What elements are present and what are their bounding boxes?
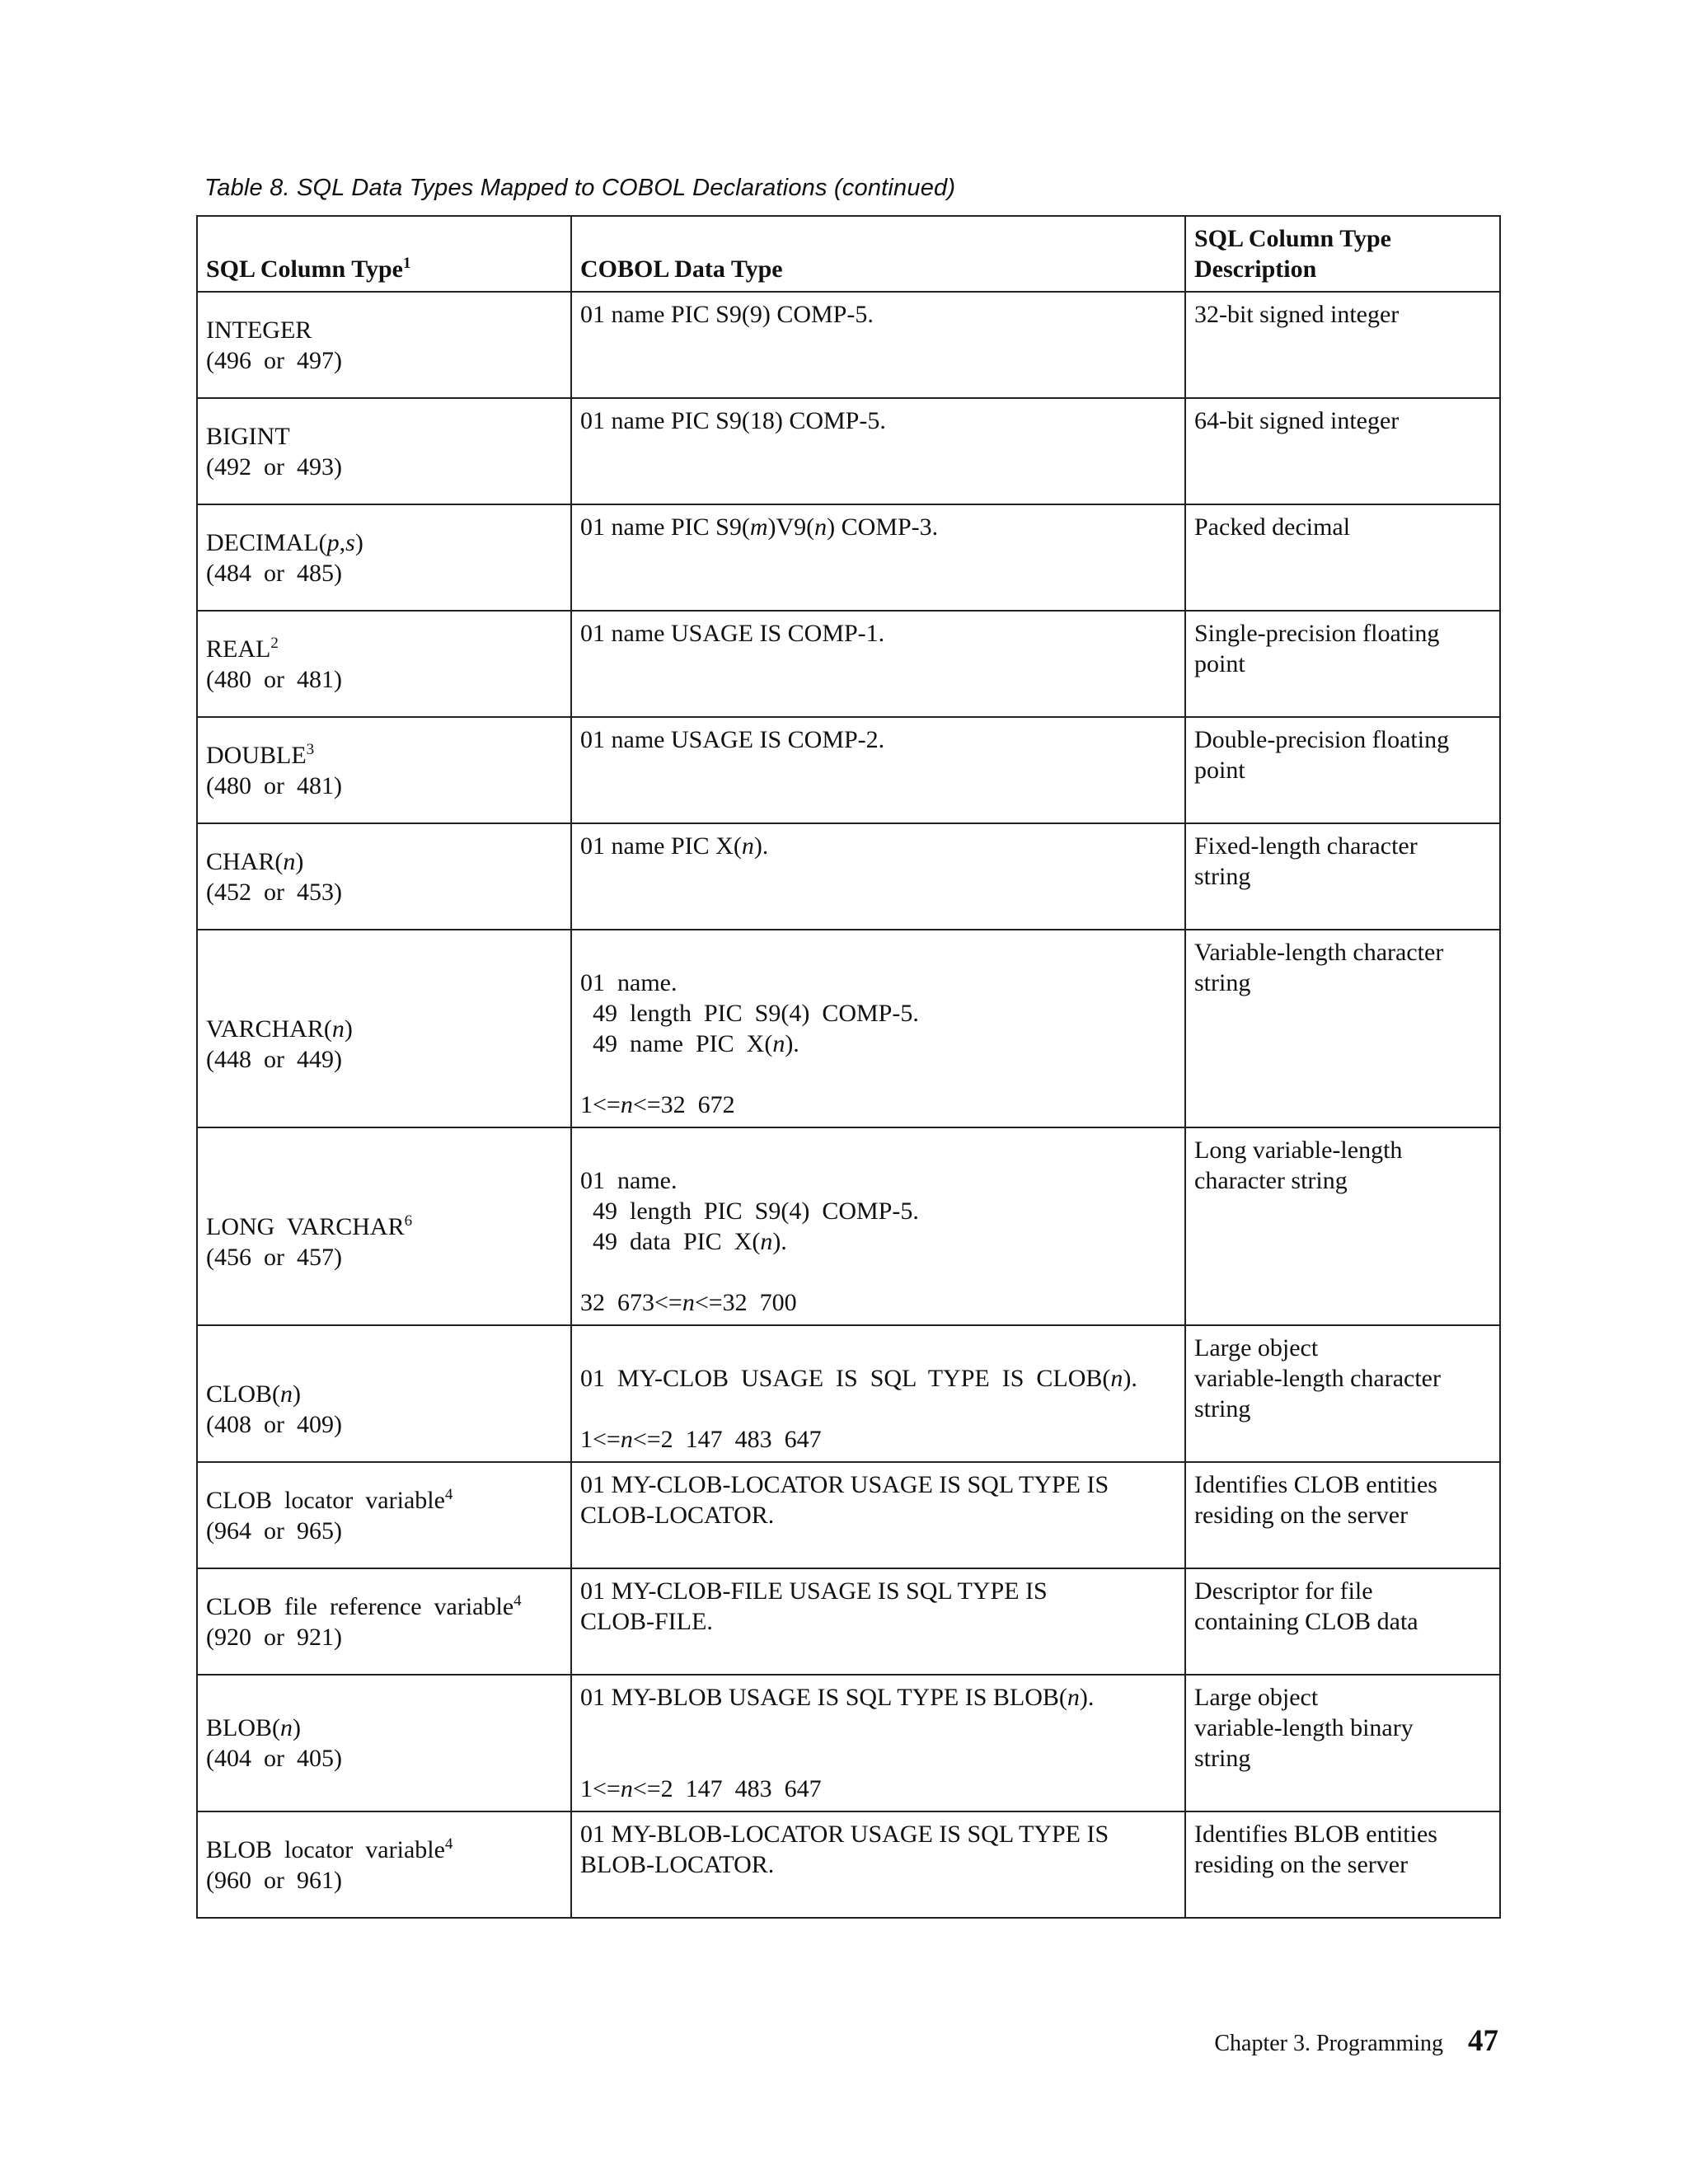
table-row xyxy=(197,717,1500,823)
description-line: variable-length binary xyxy=(1194,1714,1414,1741)
sql-type-cell xyxy=(197,611,571,717)
description-cell xyxy=(1185,1568,1500,1675)
page-number: 47 xyxy=(1468,2024,1498,2058)
cobol-type-cell xyxy=(571,1462,1185,1568)
sql-type-cell xyxy=(197,1127,571,1325)
cobol-line: 1<=n<=2 147 483 647 xyxy=(580,1775,822,1802)
cobol-line: 01 name PIC S9(9) COMP-5. xyxy=(580,301,874,328)
sql-type-name: LONG VARCHAR$^6$ xyxy=(206,1212,413,1240)
cobol-line: 01 name USAGE IS COMP-2. xyxy=(580,726,885,753)
sql-type-codes: (480 or 481) xyxy=(206,665,342,693)
sql-type-codes: (480 or 481) xyxy=(206,771,342,799)
sql-type-name: CHAR(n) xyxy=(206,847,304,875)
cobol-line: 49 length PIC S9(4) COMP-5. xyxy=(580,1000,919,1027)
table-row xyxy=(197,823,1500,930)
sql-type-codes: (484 or 485) xyxy=(206,559,342,587)
header-cobol-data-type: COBOL Data Type xyxy=(571,216,1185,292)
table-row xyxy=(197,1127,1500,1325)
cobol-line: 01 MY-BLOB-LOCATOR USAGE IS SQL TYPE IS xyxy=(580,1821,1109,1848)
description-line: string xyxy=(1194,969,1251,996)
sql-type-cell xyxy=(197,292,571,398)
cobol-line xyxy=(580,1135,1176,1165)
sql-type-name: DOUBLE$^3$ xyxy=(206,740,315,769)
cobol-line: BLOB-LOCATOR. xyxy=(580,1851,775,1878)
cobol-line: 49 name PIC X(n). xyxy=(580,1030,799,1057)
sql-type-codes: (492 or 493) xyxy=(206,452,342,480)
cobol-line: 01 MY-CLOB-FILE USAGE IS SQL TYPE IS xyxy=(580,1577,1048,1605)
cobol-line xyxy=(580,1257,1176,1287)
chapter-label: Chapter 3. Programming xyxy=(1214,2031,1443,2056)
description-line: point xyxy=(1194,757,1245,784)
description-line: character string xyxy=(1194,1167,1348,1194)
sql-type-name: DECIMAL(p,s) xyxy=(206,528,363,556)
sql-type-codes: (404 or 405) xyxy=(206,1745,342,1772)
description-cell xyxy=(1185,717,1500,823)
cobol-line: 01 MY-CLOB USAGE IS SQL TYPE IS CLOB(n). xyxy=(580,1365,1137,1392)
description-line: Fixed-length character xyxy=(1194,832,1418,860)
cobol-line: 01 name. xyxy=(580,969,678,996)
sql-type-codes: (448 or 449) xyxy=(206,1045,342,1073)
description-line: string xyxy=(1194,1395,1251,1422)
cobol-type-cell xyxy=(571,1675,1185,1811)
cobol-line: CLOB-FILE. xyxy=(580,1608,713,1635)
description-cell xyxy=(1185,1325,1500,1462)
cobol-type-cell xyxy=(571,823,1185,930)
cobol-type-cell xyxy=(571,717,1185,823)
table-header-row xyxy=(197,216,1500,292)
table-caption: Table 8. SQL Data Types Mapped to COBOL Declarations (continued) xyxy=(204,175,956,201)
table-row xyxy=(197,504,1500,611)
header-description: SQL Column Type Description xyxy=(1185,216,1500,292)
sql-type-name: CLOB locator variable$^4$ xyxy=(206,1485,453,1514)
sql-type-cell xyxy=(197,823,571,930)
cobol-line: 01 name USAGE IS COMP-1. xyxy=(580,620,885,647)
description-cell xyxy=(1185,611,1500,717)
page-footer xyxy=(1214,2023,1498,2059)
cobol-line: 49 data PIC X(n). xyxy=(580,1228,787,1255)
table-row xyxy=(197,1325,1500,1462)
description-line: Large object xyxy=(1194,1334,1319,1361)
table-row xyxy=(197,398,1500,504)
table-row xyxy=(197,1568,1500,1675)
table-row xyxy=(197,611,1500,717)
table-row xyxy=(197,1811,1500,1918)
cobol-type-cell xyxy=(571,1811,1185,1918)
description-cell xyxy=(1185,1811,1500,1918)
cobol-line xyxy=(580,1743,1176,1774)
description-line: Packed decimal xyxy=(1194,513,1351,541)
cobol-type-cell xyxy=(571,1325,1185,1462)
description-line: 32-bit signed integer xyxy=(1194,301,1400,328)
description-cell xyxy=(1185,398,1500,504)
sql-type-cell xyxy=(197,1568,571,1675)
cobol-line: 01 name. xyxy=(580,1167,678,1194)
data-types-table xyxy=(196,215,1501,1919)
header-sql-column-type: SQL Column Type$^1$ xyxy=(197,216,571,292)
sql-type-cell xyxy=(197,717,571,823)
sql-type-cell xyxy=(197,398,571,504)
cobol-line xyxy=(580,1059,1176,1090)
description-line: Descriptor for file xyxy=(1194,1577,1373,1605)
cobol-line: 01 name PIC X(n). xyxy=(580,832,769,860)
table-row xyxy=(197,1462,1500,1568)
description-line: string xyxy=(1194,1745,1251,1772)
sql-type-codes: (456 or 457) xyxy=(206,1243,342,1271)
description-line: point xyxy=(1194,650,1245,677)
description-cell xyxy=(1185,292,1500,398)
sql-type-cell xyxy=(197,1811,571,1918)
cobol-type-cell xyxy=(571,1568,1185,1675)
description-line: residing on the server xyxy=(1194,1502,1409,1529)
description-line: Identifies BLOB entities xyxy=(1194,1821,1437,1848)
sql-type-name: CLOB(n) xyxy=(206,1380,301,1408)
sql-type-name: BIGINT xyxy=(206,422,290,450)
table-row xyxy=(197,1675,1500,1811)
sql-type-name: INTEGER xyxy=(206,316,312,344)
sql-type-codes: (408 or 409) xyxy=(206,1410,342,1438)
cobol-line: 01 name PIC S9(m)V9(n) COMP-3. xyxy=(580,513,939,541)
sql-type-codes: (920 or 921) xyxy=(206,1623,342,1651)
cobol-line: 01 name PIC S9(18) COMP-5. xyxy=(580,407,886,434)
cobol-line: CLOB-LOCATOR. xyxy=(580,1502,775,1529)
description-line: Long variable-length xyxy=(1194,1137,1403,1164)
sql-type-name: VARCHAR(n) xyxy=(206,1015,353,1043)
sql-type-cell xyxy=(197,1325,571,1462)
description-line: 64-bit signed integer xyxy=(1194,407,1400,434)
description-line: Double-precision floating xyxy=(1194,726,1450,753)
description-line: Identifies CLOB entities xyxy=(1194,1471,1437,1498)
sql-type-cell xyxy=(197,1675,571,1811)
cobol-line: 49 length PIC S9(4) COMP-5. xyxy=(580,1197,919,1225)
sql-type-cell xyxy=(197,1462,571,1568)
cobol-line xyxy=(580,937,1176,968)
cobol-type-cell xyxy=(571,611,1185,717)
cobol-type-cell xyxy=(571,292,1185,398)
sql-type-cell xyxy=(197,504,571,611)
description-cell xyxy=(1185,504,1500,611)
description-cell xyxy=(1185,930,1500,1127)
cobol-line xyxy=(580,1333,1176,1363)
cobol-type-cell xyxy=(571,930,1185,1127)
sql-type-codes: (496 or 497) xyxy=(206,346,342,374)
cobol-type-cell xyxy=(571,1127,1185,1325)
cobol-line xyxy=(580,1713,1176,1743)
cobol-line: 01 MY-BLOB USAGE IS SQL TYPE IS BLOB(n). xyxy=(580,1684,1095,1711)
sql-type-name: CLOB file reference variable$^4$ xyxy=(206,1591,522,1620)
description-line: containing CLOB data xyxy=(1194,1608,1418,1635)
cobol-type-cell xyxy=(571,504,1185,611)
description-cell xyxy=(1185,1675,1500,1811)
sql-type-codes: (452 or 453) xyxy=(206,878,342,906)
description-cell xyxy=(1185,823,1500,930)
cobol-line: 1<=n<=32 672 xyxy=(580,1091,735,1118)
sql-type-cell xyxy=(197,930,571,1127)
sql-type-name: REAL$^2$ xyxy=(206,634,279,663)
cobol-line: 32 673<=n<=32 700 xyxy=(580,1289,797,1316)
sql-type-codes: (960 or 961) xyxy=(206,1866,342,1894)
description-line: residing on the server xyxy=(1194,1851,1409,1878)
description-line: Single-precision floating xyxy=(1194,620,1440,647)
sql-type-name: BLOB locator variable$^4$ xyxy=(206,1835,453,1863)
description-cell xyxy=(1185,1462,1500,1568)
description-line: Large object xyxy=(1194,1684,1319,1711)
cobol-line: 01 MY-CLOB-LOCATOR USAGE IS SQL TYPE IS xyxy=(580,1471,1109,1498)
cobol-line: 1<=n<=2 147 483 647 xyxy=(580,1426,822,1453)
sql-type-name: BLOB(n) xyxy=(206,1714,301,1741)
sql-type-codes: (964 or 965) xyxy=(206,1516,342,1544)
cobol-line xyxy=(580,1394,1176,1424)
description-line: Variable-length character xyxy=(1194,939,1444,966)
table-row xyxy=(197,930,1500,1127)
cobol-type-cell xyxy=(571,398,1185,504)
table-row xyxy=(197,292,1500,398)
description-line: string xyxy=(1194,863,1251,890)
description-cell xyxy=(1185,1127,1500,1325)
description-line: variable-length character xyxy=(1194,1365,1441,1392)
